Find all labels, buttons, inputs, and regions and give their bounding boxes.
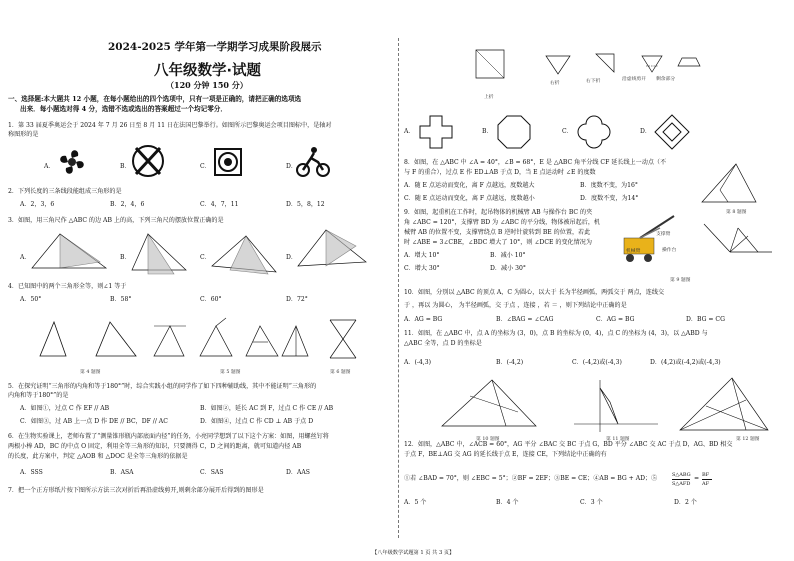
q5-figures [150,316,310,362]
q12-fraction-right-top: BF [702,472,710,478]
crane-label-support: 支撑臂 [656,232,671,237]
q11-figure [570,376,660,434]
q10-stem-cont: 于 ，再以 为圆心， 为半径画弧，交 于点 ，连接 ，若 ＝ ，则下列结论中正确的是 [404,302,627,309]
q2-option-b[interactable]: B．2，4，6 [110,201,145,208]
q11-stem: 11．如图，在 △ABC 中，点 A 的坐标为 (3，0)，点 B 的坐标为 (0，4)，点 C 的坐标为 (4，3)，以 △ABD 与 [404,330,708,337]
q6-option-a[interactable]: A．SSS [20,469,43,476]
header-school-year: 2024-2025 学年第一学期学习成果阶段展示 [108,41,322,53]
crane-label-arm: 机械臂 [626,249,641,254]
q6-option-c[interactable]: C．SAS [200,469,224,476]
q9-stem-cont2: 械臂 AB 的位置不变，支撑臂绕点 B 逆时针旋转到 BE 的位置，若此 [404,229,591,236]
q9-option-d[interactable]: D．减小 30° [490,265,526,272]
quatrefoil-shape-icon [576,114,612,150]
q1-option-d[interactable]: D． [286,163,297,170]
q9-stem-cont: 角 ∠ABC = 120°，支撑臂 BD 为 ∠ABC 的平分线，物体被吊起后，机 [404,219,601,226]
q8-stem: 8．如图，在 △ABC 中 ∠A = 40°，∠B = 68°，E 是 △ABC 角平分线 CF 延长线上一动点（不 [404,159,667,166]
fig6-caption: 第 6 题图 [330,370,351,375]
q9-option-b[interactable]: B．减小 10° [490,252,526,259]
page-title: 八年级数学·试题 [154,63,262,79]
q5-option-a[interactable]: A．如图①，过点 C 作 EF // AB [20,405,110,412]
fold-sequence [474,48,744,88]
q5-option-c[interactable]: C．如图③，过 AB 上一点 D 作 DE // BC，DF // AC [20,418,168,425]
q11-stem-cont: △ABC 全等，点 D 的坐标是 [404,340,482,347]
exam-duration: （120 分钟 150 分） [166,80,248,90]
q8-figure [700,160,760,206]
q7-option-b[interactable]: B． [482,128,493,135]
fig8-caption: 第 8 题图 [726,210,747,215]
fold-caption-1: 上折 [484,95,494,100]
q9-stem-cont3: 时 ∠ABE = 3∠CBE，∠BDC 增大了 10°，则 ∠DCE 的变化情况为 [404,239,592,246]
q12-fraction-right-bottom: AF [702,481,710,487]
q3-figure-d [296,226,370,276]
q10-figure [440,376,540,430]
q2-option-d[interactable]: D．5，8，12 [286,201,325,208]
q12-stem-cont: 于点 F，BE⊥AG 交 AG 的延长线于点 E，连接 CE，下列结论中正确的有 [404,451,607,458]
q3-figure-c [210,230,280,278]
q1-stem: 1．第 33 届夏季奥运会于 2024 年 7 月 26 日至 8 月 11 日在法国巴黎举行。如图所示巴黎奥运会项目图标中，是轴对 [8,122,332,129]
q3-stem: 3．如图，用三角尺作 △ABC 的边 AB 上的高，下列三角尺的摆放位置正确的是 [8,217,224,224]
q7-option-a[interactable]: A． [404,128,415,135]
q6-option-b[interactable]: B．ASA [110,469,134,476]
q11-option-b[interactable]: B．(-4,2) [496,359,524,366]
q11-option-d[interactable]: D．(4,2)或(-4,2)或(-4,3) [650,359,721,366]
q6-stem-cont: 两根小棒 AD，BC 的中点 O 固定，利用全等三角形的知识，只要测得 C，D 之间的距离，就可知道内径 AB [8,443,302,450]
q12-fraction-left-bottom: S△AFD [672,481,691,487]
fold-caption-5: 剩余部分 [656,77,676,82]
q7-option-d[interactable]: D． [640,128,651,135]
fig11-caption: 第 11 题图 [606,437,630,442]
q9-stem: 9．如图，起重机在工作时，起吊物体的机械臂 AB 与操作台 BC 的夹 [404,209,593,216]
page-footer: 【八年级数学试题第 1 页 共 3 页】 [372,550,455,556]
fig10-caption: 第 10 题图 [476,437,500,442]
fold-caption-3: 右下折 [586,79,601,84]
q11-option-c[interactable]: C．(-4,2)或(-4,3) [572,359,622,366]
section-title-cont: 出来．每小题选对得 4 分，选错不选或选出的答案超过一个均记零分． [20,105,227,113]
q6-figure [320,316,370,362]
q3-option-d[interactable]: D． [286,254,297,261]
octagon-shape-icon [496,114,532,150]
section-title: 一、选择题:本大题共 12 小题，在每小题给出的四个选项中，只有一项是正确的，请把正确的选项选 [8,95,302,103]
q8-option-a[interactable]: A．随 E 点运动而变化，离 F 点越远，度数越大 [404,182,535,189]
q10-option-b[interactable]: B．∠BAG = ∠CAG [496,316,554,323]
q12-figure [676,374,772,434]
q12-statements: ①若 ∠BAD = 70°，则 ∠EBC = 5°；②BF = 2EF；③BE = CE；④AB = BG + AD；⑤ [404,475,658,482]
q4-option-d[interactable]: D．72° [286,296,308,303]
q3-figure-b [130,230,190,278]
fencing-icon [132,144,164,178]
q8-option-d[interactable]: D．度数不变，为14° [580,195,639,202]
q4-figure [36,318,146,360]
q9-figure [700,218,776,266]
q7-option-c[interactable]: C． [562,128,573,135]
q8-option-c[interactable]: C．随 E 点运动而变化，离 F 点越远，度数越小 [404,195,535,202]
pinwheel-icon [56,146,88,178]
q12-fraction-left-top: S△ABG [672,472,691,478]
q6-stem-cont2: 的长度，此方案中，判定 △AOB 和 △DOC 是全等三角形的依据是 [8,453,188,460]
q2-option-a[interactable]: A．2，3，6 [20,201,55,208]
fig12-caption: 第 12 题图 [736,437,760,442]
q5-stem-cont: 内角和等于180°”的是 [8,392,69,399]
q5-option-b[interactable]: B．如图②，延长 AC 到 F，过点 C 作 CE // AB [200,405,334,412]
q5-option-d[interactable]: D．如图④，过点 C 作 CD ⊥ AB 于点 D [200,418,314,425]
q9-option-c[interactable]: C．增大 30° [404,265,440,272]
fig4-caption: 第 4 题图 [80,370,101,375]
q10-option-c[interactable]: C．AG = BG [596,316,635,323]
q12-option-d[interactable]: D．2 个 [674,499,697,506]
q7-stem: 7．把一个正方形纸片按下图所示方法三次对折后再沿虚线剪开,则剩余部分展开后得到的图形是 [8,487,264,494]
q8-stem-cont: 与 F 的重合），过点 E 作 ED⊥AB 于点 D，当 E 点运动时 ∠E 的度数 [404,169,596,176]
q3-figure-a [30,228,110,274]
q2-option-c[interactable]: C．4，7，11 [200,201,239,208]
q4-option-c[interactable]: C．60° [200,296,222,303]
fold-caption-4: 沿虚线剪开 [622,77,646,82]
column-divider [398,38,399,538]
q1-option-c[interactable]: C． [200,163,211,170]
q1-option-a[interactable]: A． [44,163,55,170]
q8-option-b[interactable]: B．度数不变，为16° [580,182,638,189]
right-column [400,0,794,561]
q3-option-c[interactable]: C． [200,254,211,261]
q10-stem: 10．如图，分别以 △ABC 的顶点 A，C 为圆心，以大于 长为半径画弧，两弧交于 两点，连线交 [404,289,665,296]
q3-option-b[interactable]: B． [120,254,131,261]
q12-option-a[interactable]: A．5 个 [404,499,427,506]
q10-option-a[interactable]: A．AG = BG [404,316,443,323]
q1-option-b[interactable]: B． [120,163,131,170]
q3-option-a[interactable]: A． [20,254,31,261]
q12-equals: = [694,475,700,482]
q12-stem: 12．如图，△ABC 中，∠ACB = 60°，AG 平分 ∠BAC 交 BC 于点 G，BD 平分 ∠ABC 交 AC 于点 D，AG、BD 相交 [404,441,733,448]
q2-stem: 2．下列长度的三条线段能组成三角形的是 [8,188,122,195]
q4-option-b[interactable]: B．58° [110,296,132,303]
crane-image [620,214,680,264]
q5-stem: 5．在探究证明“三角形的内角和等于180°”时，综合实践小组的同学作了如下四种辅助线，其中不能证明“三角形的 [8,383,317,390]
q6-option-d[interactable]: D．AAS [286,469,310,476]
q10-option-d[interactable]: D．BG = CG [686,316,725,323]
q6-stem: 6．在生物实验课上，老师布置了“测量锥形瓶内部底面内径”的任务，小亮同学想到了以下这个方案：如图，用螺丝钉将 [8,433,329,440]
fold-caption-2: 右折 [550,81,560,86]
q12-option-c[interactable]: C．3 个 [580,499,603,506]
cycling-icon [296,146,330,178]
q4-stem: 4．已知图中的两个三角形全等，则∠1 等于 [8,283,127,290]
q4-option-a[interactable]: A．50° [20,296,42,303]
fig9-caption: 第 9 题图 [670,278,691,283]
q12-option-b[interactable]: B．4 个 [496,499,519,506]
cross-shape-icon [418,114,454,150]
q1-stem-cont: 称图形的是 [8,131,39,138]
target-icon [214,148,242,176]
q9-option-a[interactable]: A．增大 10° [404,252,440,259]
crane-label-platform: 操作台 [662,248,677,253]
nested-diamond-icon [654,114,690,150]
fig5-caption: 第 5 题图 [220,370,241,375]
q11-option-a[interactable]: A．(-4,3) [404,359,431,366]
